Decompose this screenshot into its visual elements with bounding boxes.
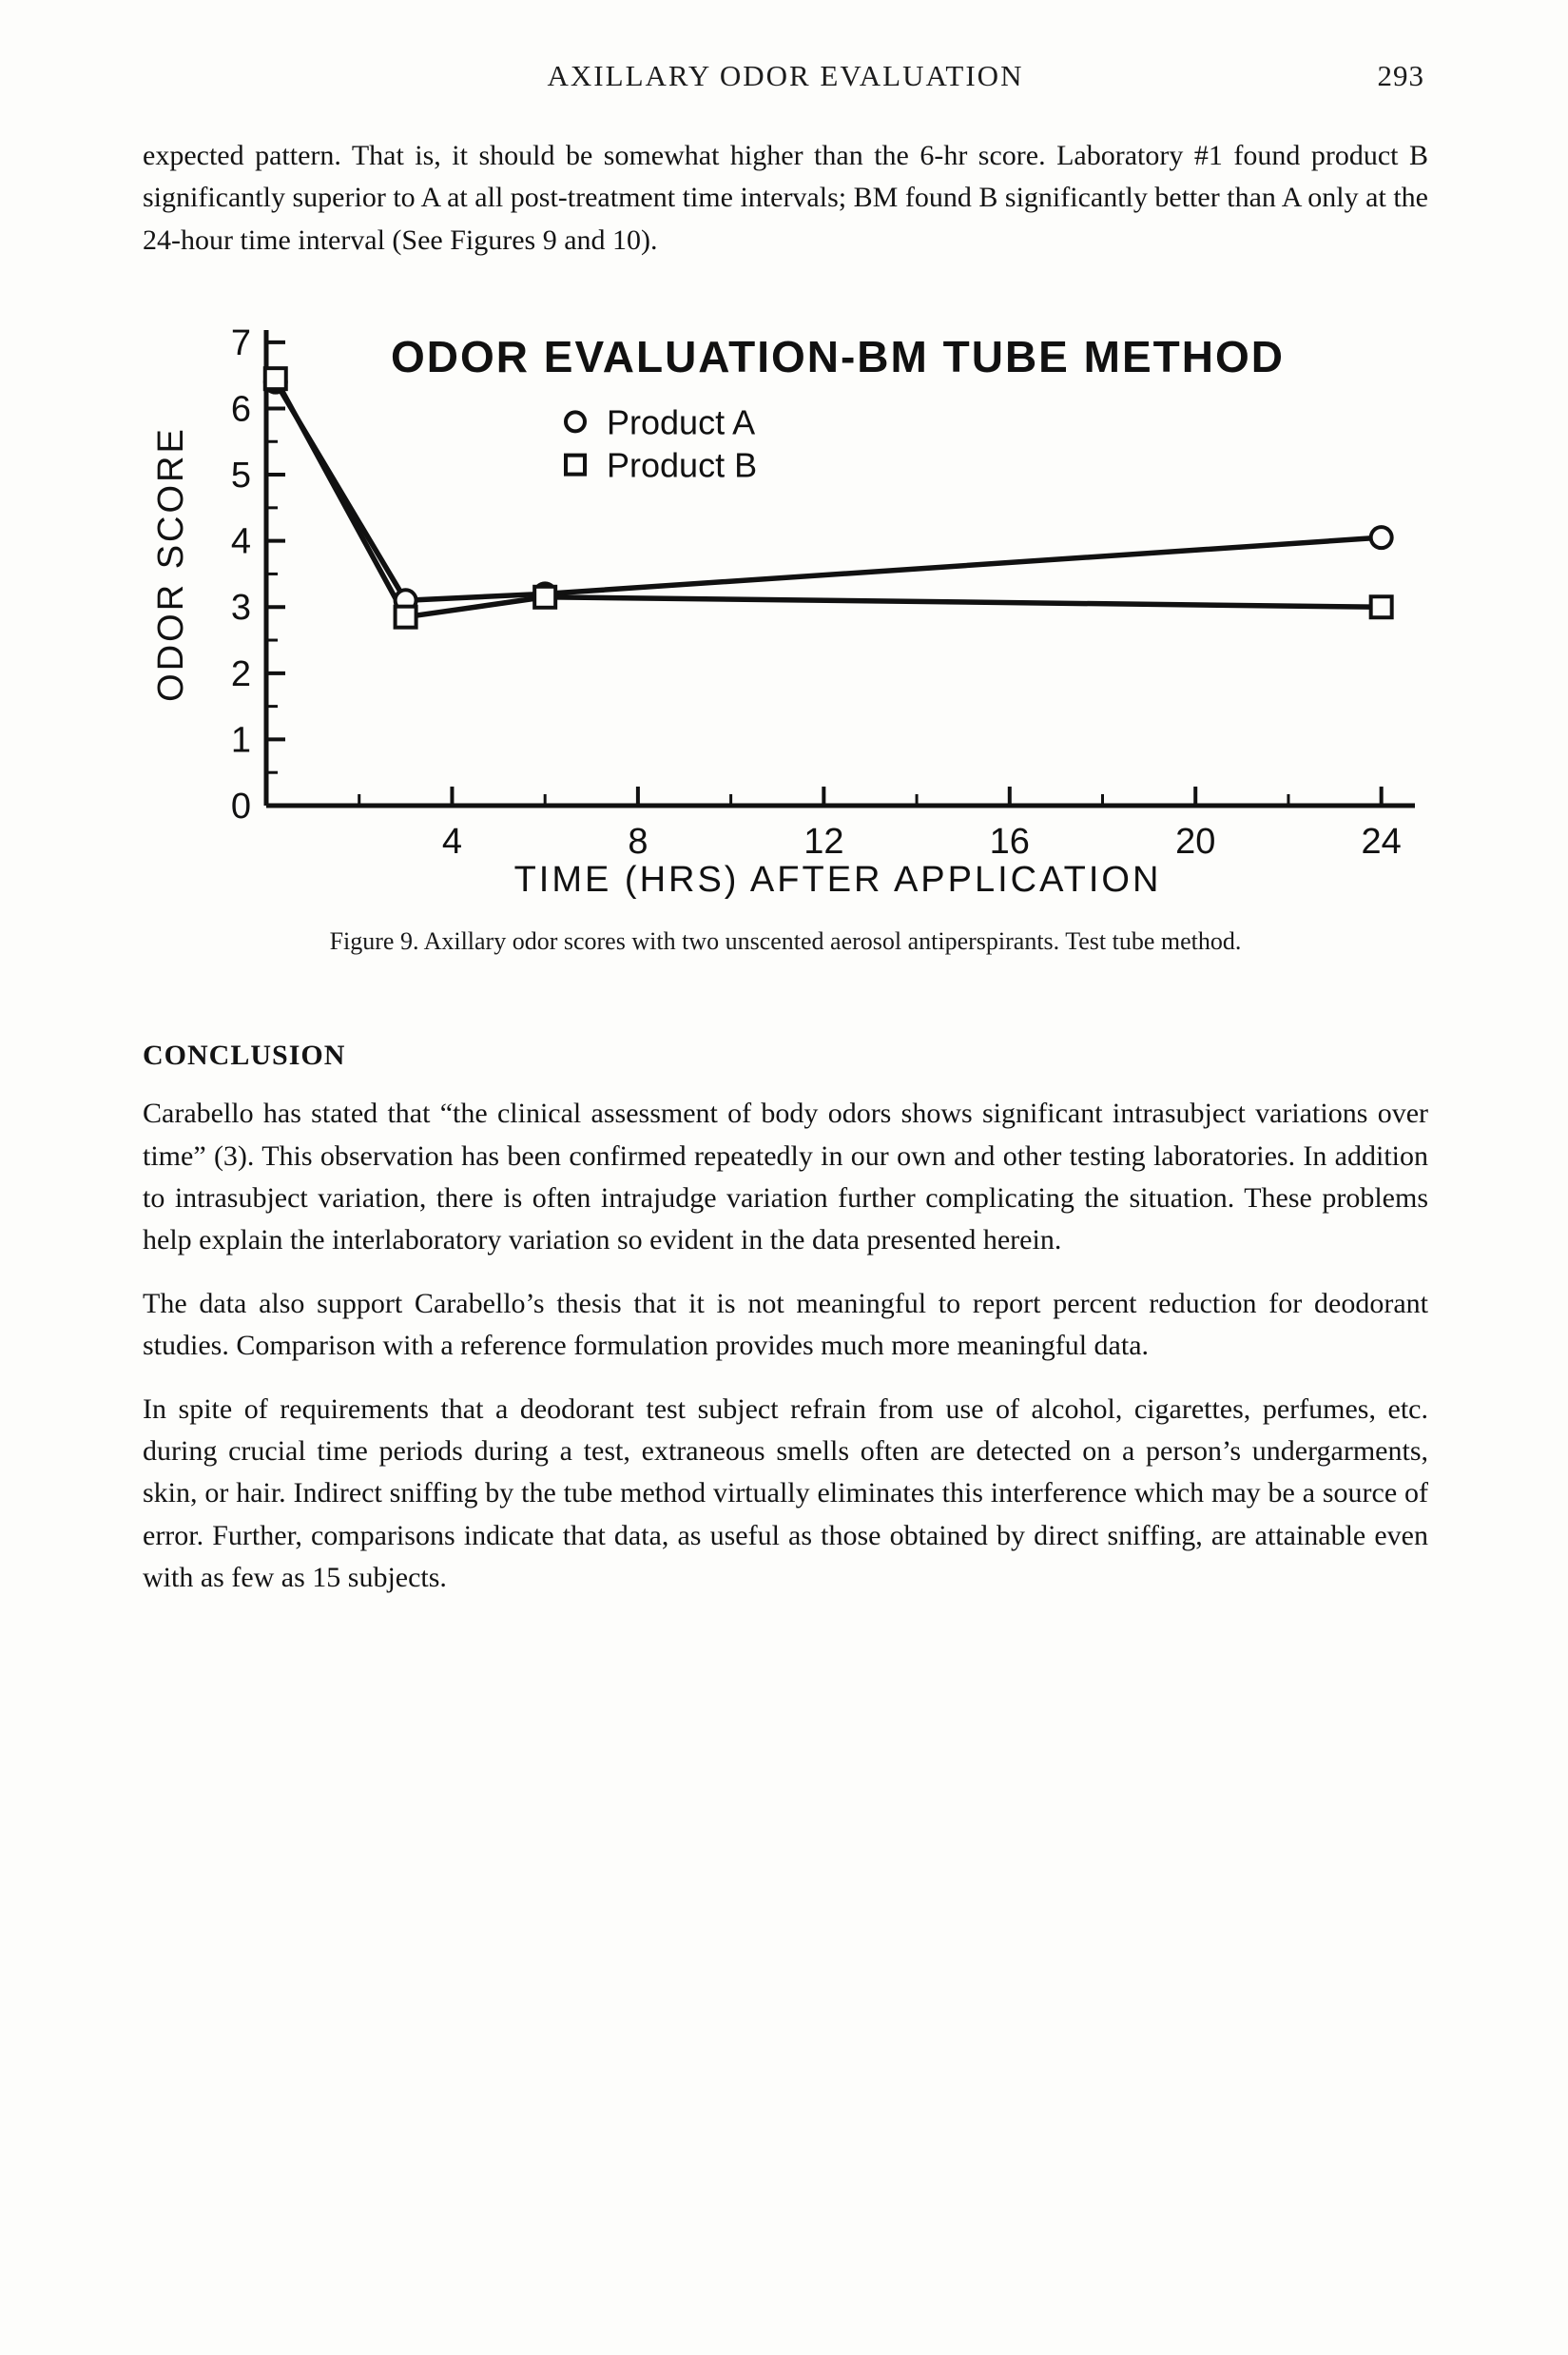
- y-tick-label: 2: [230, 653, 251, 694]
- y-tick-label: 5: [230, 456, 251, 496]
- x-tick-label: 20: [1175, 822, 1216, 863]
- y-tick-label: 6: [230, 389, 251, 430]
- y-tick-label: 3: [230, 588, 251, 629]
- conclusion-paragraph-3: In spite of requirements that a deodorant test subject refrain from use of alcohol, cigarettes, perfumes, etc. during crucial time periods during a test, extraneous smells often are detected on a person’s undergarments, skin, or hair. Indirect sniffing by the tube method virtually eliminates this interference which may be a source of error. Further, comparisons indicate that data, as useful as those obtained by direct sniffing, are attainable even with as few as 15 subjects.: [143, 1392, 1428, 1594]
- marker-product-b: [396, 607, 416, 628]
- series-line-product-b: [276, 379, 1382, 617]
- legend-label-product-a: Product A: [607, 402, 756, 442]
- marker-product-b: [1371, 596, 1392, 617]
- caption-text: Axillary odor scores with two unscented aerosol antiperspirants. Test tube method.: [423, 927, 1242, 956]
- series-line-product-a: [276, 382, 1382, 601]
- x-tick-label: 24: [1361, 822, 1402, 863]
- x-tick-label: 12: [803, 822, 844, 863]
- marker-product-b: [265, 368, 286, 389]
- chart-title: ODOR EVALUATION-BM TUBE METHOD: [391, 332, 1285, 382]
- y-axis-label: ODOR SCORE: [151, 426, 191, 703]
- intro-paragraph: expected pattern. That is, it should be somewhat higher than the 6-hr score. Laboratory #1 found product B significantly superior to A at all post-treatment time intervals; BM found B significantly better than A only at the 24-hour time interval (See Figures 9 and 10).: [143, 140, 1428, 256]
- y-tick-label: 7: [230, 323, 251, 364]
- marker-product-b: [534, 587, 555, 608]
- figure-9-block: [143, 294, 1428, 956]
- x-tick-label: 4: [441, 822, 463, 863]
- legend-label-product-b: Product B: [607, 445, 758, 485]
- page-number: 293: [1377, 59, 1424, 92]
- legend-marker-product-a: [566, 413, 585, 432]
- x-tick-label: 16: [989, 822, 1030, 863]
- y-tick-label: 4: [230, 521, 251, 562]
- figure-caption: [143, 927, 1428, 956]
- legend-marker-product-b: [566, 456, 585, 475]
- x-axis-label: TIME (HRS) AFTER APPLICATION: [513, 860, 1162, 901]
- conclusion-paragraph-2: The data also support Carabello’s thesis that it is not meaningful to report percent reduction for deodorant studies. Comparison with a reference formulation provides much more meaningful data.: [143, 1287, 1428, 1362]
- marker-product-a: [1371, 527, 1392, 548]
- odor-chart-svg: [143, 294, 1430, 912]
- conclusion-paragraph-1: Carabello has stated that “the clinical assessment of body odors shows significant intrasubject variations over time” (3). This observation has been confirmed repeatedly in our own and other testing laboratories. In addition to intrasubject variation, there is often intrajudge variation further complicating the situation. These problems help explain the interlaboratory variation so evident in the data presented herein.: [143, 1098, 1428, 1256]
- y-tick-label: 0: [230, 787, 251, 827]
- conclusion-heading: CONCLUSION: [143, 1040, 346, 1072]
- caption-label: Figure 9.: [329, 927, 419, 956]
- page-header: [143, 59, 1428, 93]
- running-head-title: AXILLARY ODOR EVALUATION: [547, 59, 1024, 92]
- y-tick-label: 1: [230, 720, 251, 761]
- x-tick-label: 8: [628, 822, 648, 863]
